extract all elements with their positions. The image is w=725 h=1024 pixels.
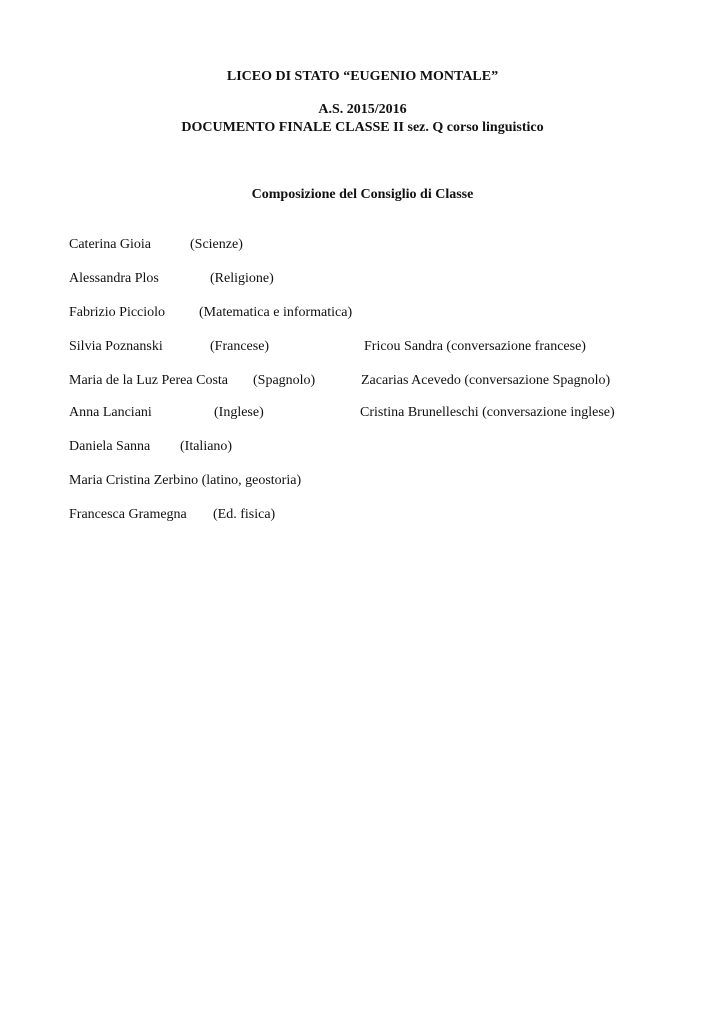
member-subject: (Scienze) xyxy=(190,237,243,252)
member-subject: (Matematica e informatica) xyxy=(199,305,353,320)
member-subject: (Religione) xyxy=(210,271,274,286)
member-row xyxy=(0,236,725,254)
assistant-name: Fricou Sandra (conversazione francese) xyxy=(364,339,586,354)
member-row xyxy=(0,506,725,524)
member-subject: (Ed. fisica) xyxy=(213,507,276,522)
member-name: Caterina Gioia xyxy=(69,237,152,252)
member-subject: (Italiano) xyxy=(180,439,233,454)
member-row xyxy=(0,404,725,422)
member-name: Silvia Poznanski xyxy=(69,339,163,354)
section-title: Composizione del Consiglio di Classe xyxy=(251,187,474,202)
member-name: Francesca Gramegna xyxy=(69,507,187,522)
member-name: Fabrizio Picciolo xyxy=(69,305,166,320)
member-name: Daniela Sanna xyxy=(69,439,151,454)
member-subject: (Inglese) xyxy=(214,405,264,420)
member-name: Alessandra Plos xyxy=(69,271,159,286)
member-row xyxy=(0,270,725,288)
document-title: DOCUMENTO FINALE CLASSE II sez. Q corso linguistico xyxy=(181,120,544,135)
member-row xyxy=(0,472,725,490)
member-row xyxy=(0,372,725,390)
member-name: Anna Lanciani xyxy=(69,405,152,420)
member-name: Maria Cristina Zerbino (latino, geostoria) xyxy=(69,473,302,488)
member-subject: (Francese) xyxy=(210,339,270,354)
school-year: A.S. 2015/2016 xyxy=(318,102,407,117)
member-name: Maria de la Luz Perea Costa xyxy=(69,373,228,388)
member-row xyxy=(0,338,725,356)
assistant-name: Cristina Brunelleschi (conversazione inglese) xyxy=(360,405,615,420)
assistant-name: Zacarias Acevedo (conversazione Spagnolo) xyxy=(361,373,611,388)
member-row xyxy=(0,304,725,322)
school-title: LICEO DI STATO “EUGENIO MONTALE” xyxy=(226,69,499,84)
member-subject: (Spagnolo) xyxy=(253,373,316,388)
member-row xyxy=(0,438,725,456)
